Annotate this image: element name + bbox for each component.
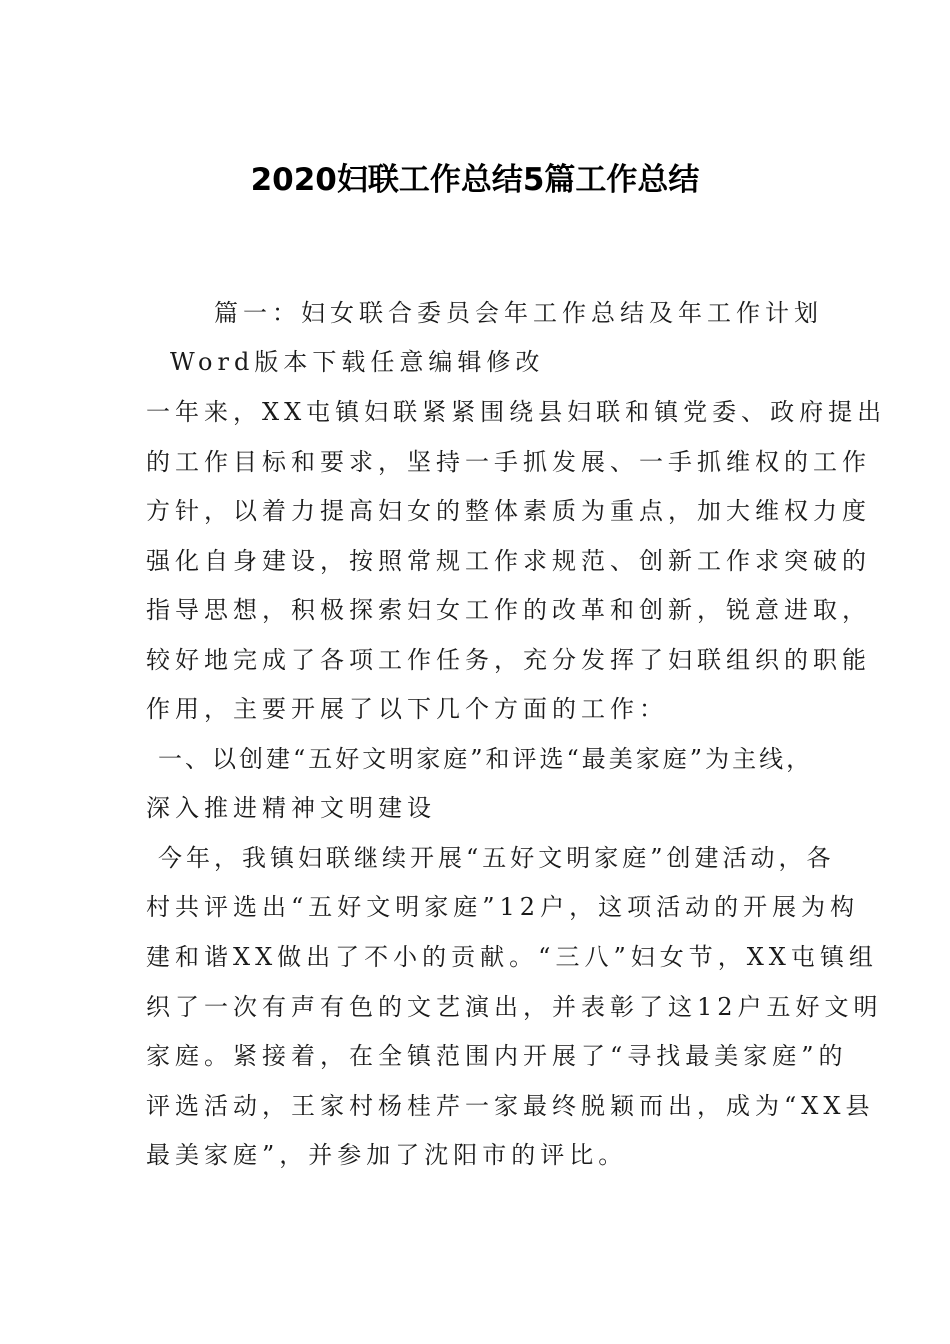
paragraph-line: 方针，以着力提高妇女的整体素质为重点，加大维权力度	[146, 497, 871, 525]
paragraph-line: 指导思想，积极探索妇女工作的改革和创新，锐意进取，	[146, 596, 871, 624]
paragraph-line: 村共评选出“五好文明家庭”12户，这项活动的开展为构	[146, 893, 860, 921]
paragraph-line: 家庭。紧接着，在全镇范围内开展了“寻找最美家庭”的	[146, 1042, 848, 1070]
subtitle-line: 篇一：妇女联合委员会年工作总结及年工作计划	[214, 299, 823, 327]
paragraph-line: 织了一次有声有色的文艺演出，并表彰了这12户五好文明	[146, 993, 883, 1021]
section-heading-line: 一、以创建“五好文明家庭”和评选“最美家庭”为主线，	[158, 745, 814, 773]
section-heading-line: 深入推进精神文明建设	[146, 794, 436, 822]
paragraph-line: 较好地完成了各项工作任务，充分发挥了妇联组织的职能	[146, 646, 871, 674]
paragraph-line: 评选活动，王家村杨桂芹一家最终脱颖而出，成为“XX县	[146, 1092, 875, 1120]
paragraph-line: 今年，我镇妇联继续开展“五好文明家庭”创建活动，各	[158, 844, 835, 872]
paragraph-line: 建和谐XX做出了不小的贡献。“三八”妇女节，XX屯镇组	[146, 943, 878, 971]
paragraph-line: 一年来，XX屯镇妇联紧紧围绕县妇联和镇党委、政府提出	[146, 398, 887, 426]
paragraph-line: 作用，主要开展了以下几个方面的工作：	[146, 695, 668, 723]
paragraph-line: 强化自身建设，按照常规工作求规范、创新工作求突破的	[146, 547, 871, 575]
paragraph-line: 最美家庭”，并参加了沈阳市的评比。	[146, 1141, 628, 1169]
paragraph-line: 的工作目标和要求，坚持一手抓发展、一手抓维权的工作	[146, 448, 871, 476]
subtitle-line: Word版本下载任意编辑修改	[170, 348, 545, 376]
document-title: 2020妇联工作总结5篇工作总结	[250, 162, 700, 198]
